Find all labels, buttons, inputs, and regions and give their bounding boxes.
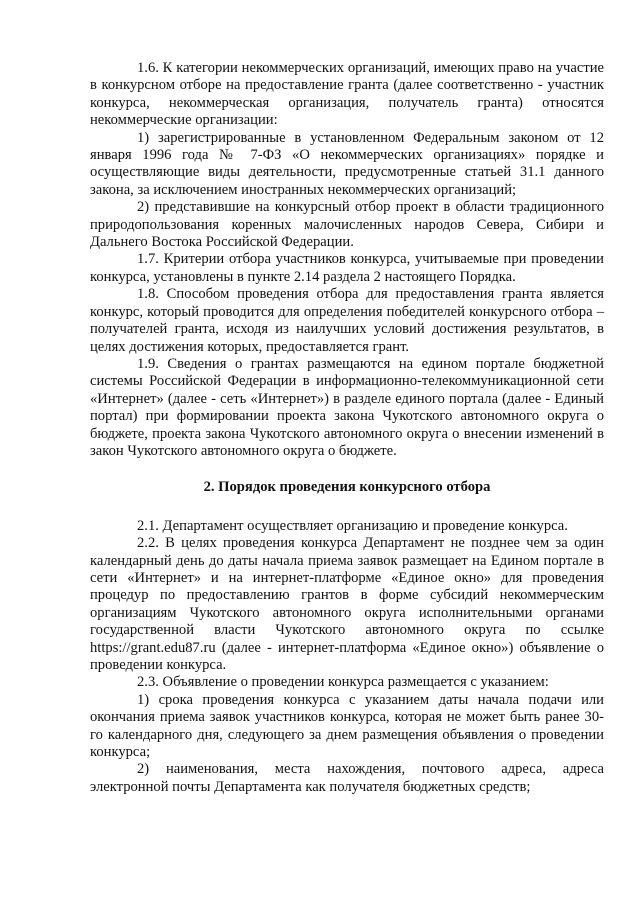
document-page (90, 60, 604, 796)
paragraph-1-7: 1.7. Критерии отбора участников конкурса, учитываемые при проведении конкурса, установлены в пункте 2.14 раздела 2 настоящего Порядка. (90, 251, 604, 285)
paragraph-2-3-item-2: 2) наименования, места нахождения, почтового адреса, адреса электронной почты Департамента как получателя бюджетных средств; (90, 761, 604, 795)
paragraph-1-6: 1.6. К категории некоммерческих организаций, имеющих право на участие в конкурсном отборе на предоставление гранта (далее соответственно - участник конкурса, некоммерческая организация, получатель гранта) относятся некоммерческие организации: (90, 60, 604, 129)
section-heading: 2. Порядок проведения конкурсного отбора (203, 479, 491, 496)
paragraph-1-9: 1.9. Сведения о грантах размещаются на едином портале бюджетной системы Российской Федерации в информационно-телекоммуникационной сети «Интернет» (далее - сеть «Интернет») в разделе единого портала (далее - Единый портал) при формировании проекта закона Чукотского автономного округа о бюджете, проекта закона Чукотского автономного округа о внесении изменений в закон Чукотского автономного округа о бюджете. (90, 355, 604, 459)
paragraph-2-3: 2.3. Объявление о проведении конкурса размещается с указанием: (137, 674, 549, 691)
paragraph-1-8: 1.8. Способом проведения отбора для предоставления гранта является конкурс, который проводится для определения победителей конкурсного отбора – получателей гранта, исходя из наилучших условий достижения результатов, в целях достижения которых, предоставляется грант. (90, 286, 604, 355)
paragraph-2-1: 2.1. Департамент осуществляет организацию и проведение конкурса. (137, 517, 568, 534)
paragraph-1-6-item-1: 1) зарегистрированные в установленном Федеральным законом от 12 января 1996 года № 7-ФЗ «О некоммерческих организациях» порядке и осуществляющие виды деятельности, предусмотренные статьей 31.1 данного закона, за исключением иностранных некоммерческих организаций; (90, 129, 604, 198)
paragraph-2-2: 2.2. В целях проведения конкурса Департамент не позднее чем за один календарный день до даты начала приема заявок размещает на Едином портале в сети «Интернет» и на интернет-платформе «Единое окно» для проведения процедур по предоставлению грантов в форме субсидий некоммерческим организациям Чукотского автономного округа исполнительными органами государственной власти Чукотского автономного округа по ссылке https://grant.edu87.ru (далее - интернет-платформа «Единое окно») объявление о проведении конкурса. (90, 535, 604, 673)
paragraph-2-3-item-1: 1) срока проведения конкурса с указанием даты начала подачи или окончания приема заявок участников конкурса, которая не может быть ранее 30-го календарного дня, следующего за днем размещения объявления о проведении конкурса; (90, 691, 604, 761)
paragraph-1-6-item-2: 2) представившие на конкурсный отбор проект в области традиционного природопользования коренных малочисленных народов Севера, Сибири и Дальнего Востока Российской Федерации. (90, 199, 604, 251)
